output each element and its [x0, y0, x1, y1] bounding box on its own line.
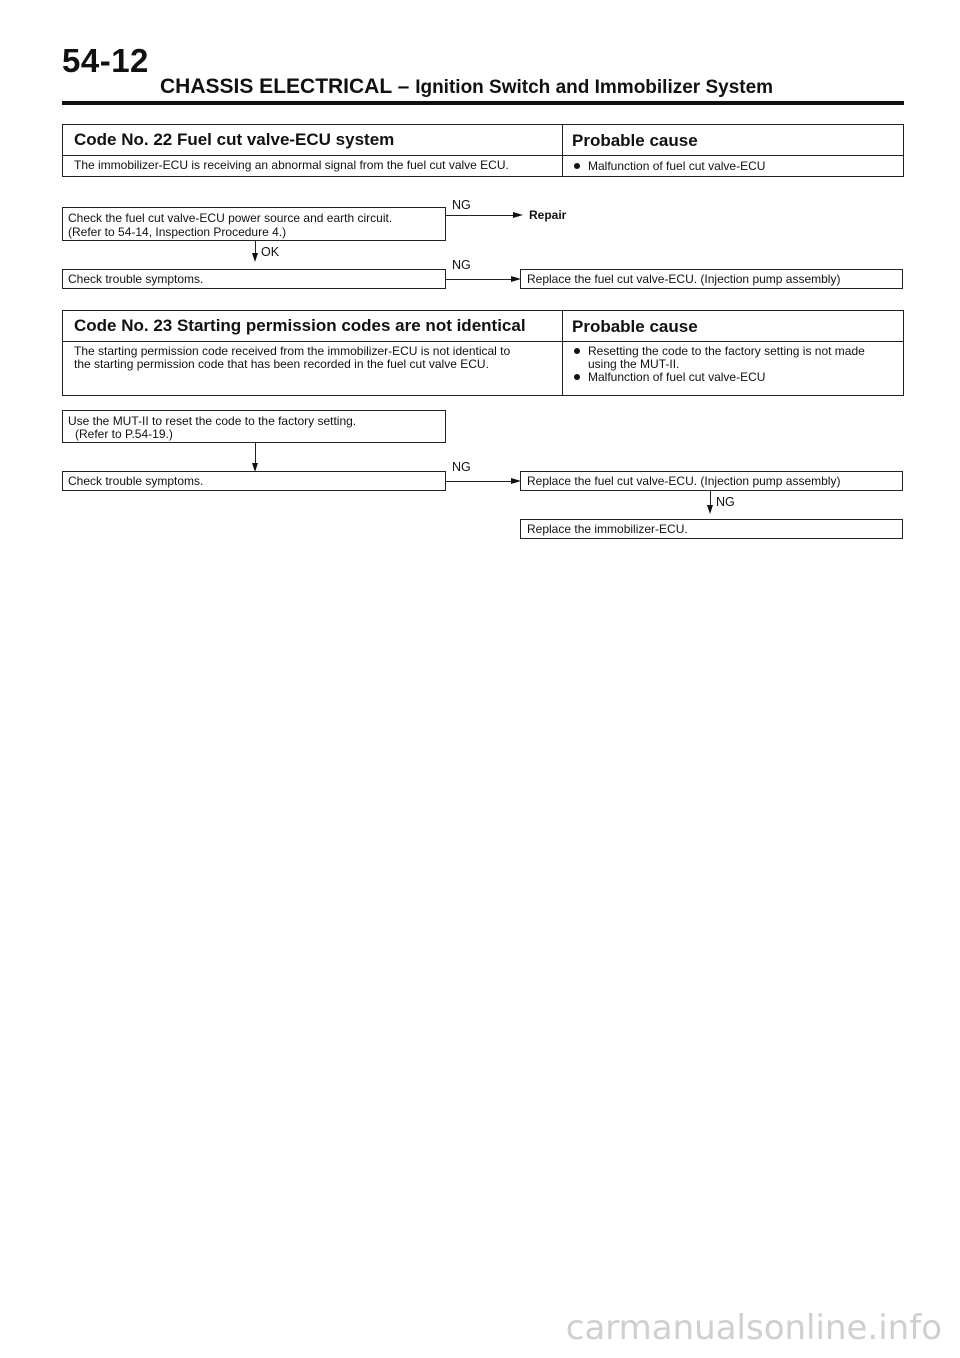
- code23-step1-line1: Use the MUT-II to reset the code to the factory setting.: [68, 414, 357, 428]
- code22-table: [62, 124, 904, 177]
- code23-desc-line1: The starting permission code received from the immobilizer-ECU is not identical to: [74, 344, 511, 358]
- code23-step2: Check trouble symptoms.: [68, 474, 204, 488]
- code22-step2: Check trouble symptoms.: [68, 272, 204, 286]
- code22-step2-box: [62, 269, 446, 289]
- page-title: [160, 75, 773, 99]
- watermark: carmanualsonline.info: [565, 1308, 942, 1348]
- code22-cause-header: Probable cause: [572, 131, 698, 150]
- title-rule: [62, 101, 904, 105]
- arrow-right-icon: [513, 212, 523, 218]
- code22-step1-line1: Check the fuel cut valve-ECU power source and earth circuit.: [68, 211, 393, 225]
- code22-title: Code No. 22 Fuel cut valve-ECU system: [74, 130, 395, 149]
- code22-ng2-label: NG: [452, 258, 471, 272]
- code23-table: [62, 310, 904, 396]
- section-title: CHASSIS ELECTRICAL: [160, 75, 392, 98]
- code23-ng1-label: NG: [452, 460, 471, 474]
- code23-replace-valve-box: [520, 471, 903, 491]
- code23-cause1-cont: using the MUT-II.: [588, 357, 680, 371]
- bullet-icon: [574, 374, 580, 380]
- code23-step1-box: [62, 410, 446, 443]
- code23-step1-line2: (Refer to P.54-19.): [75, 427, 173, 441]
- code23-step2-box: [62, 471, 446, 491]
- code23-replace-immobilizer-box: [520, 519, 903, 539]
- code23-cause2: Malfunction of fuel cut valve-ECU: [574, 371, 765, 384]
- code23-desc-line2: the starting permission code that has been recorded in the fuel cut valve ECU.: [74, 357, 489, 371]
- code22-ok-label: OK: [261, 245, 280, 259]
- code22-step1-box: [62, 207, 446, 241]
- bullet-icon: [574, 348, 580, 354]
- code22-step1-line2: (Refer to 54-14, Inspection Procedure 4.): [68, 225, 287, 239]
- code23-cause1: Resetting the code to the factory setting is not made: [574, 345, 865, 358]
- code23-replace-immobilizer: Replace the immobilizer-ECU.: [527, 522, 688, 536]
- code23-replace-valve: Replace the fuel cut valve-ECU. (Injection pump assembly): [527, 474, 841, 488]
- arrow-down-icon: [252, 253, 258, 262]
- code22-replace-box: [520, 269, 903, 289]
- subsection-title: Ignition Switch and Immobilizer System: [415, 77, 774, 98]
- code22-replace: Replace the fuel cut valve-ECU. (Injection pump assembly): [527, 272, 841, 286]
- code22-ng1-label: NG: [452, 198, 471, 212]
- code23-ng2-label: NG: [716, 495, 735, 509]
- code23-title: Code No. 23 Starting permission codes are not identical: [74, 316, 526, 335]
- title-separator: –: [397, 75, 410, 98]
- code22-description: The immobilizer-ECU is receiving an abnormal signal from the fuel cut valve ECU.: [74, 158, 509, 172]
- code22-repair: Repair: [529, 208, 567, 222]
- page-number: 54-12: [62, 42, 149, 79]
- code23-cause-header: Probable cause: [572, 317, 698, 336]
- bullet-icon: [574, 163, 580, 169]
- arrow-down-icon: [707, 505, 713, 514]
- code22-cause-item: Malfunction of fuel cut valve-ECU: [574, 160, 765, 173]
